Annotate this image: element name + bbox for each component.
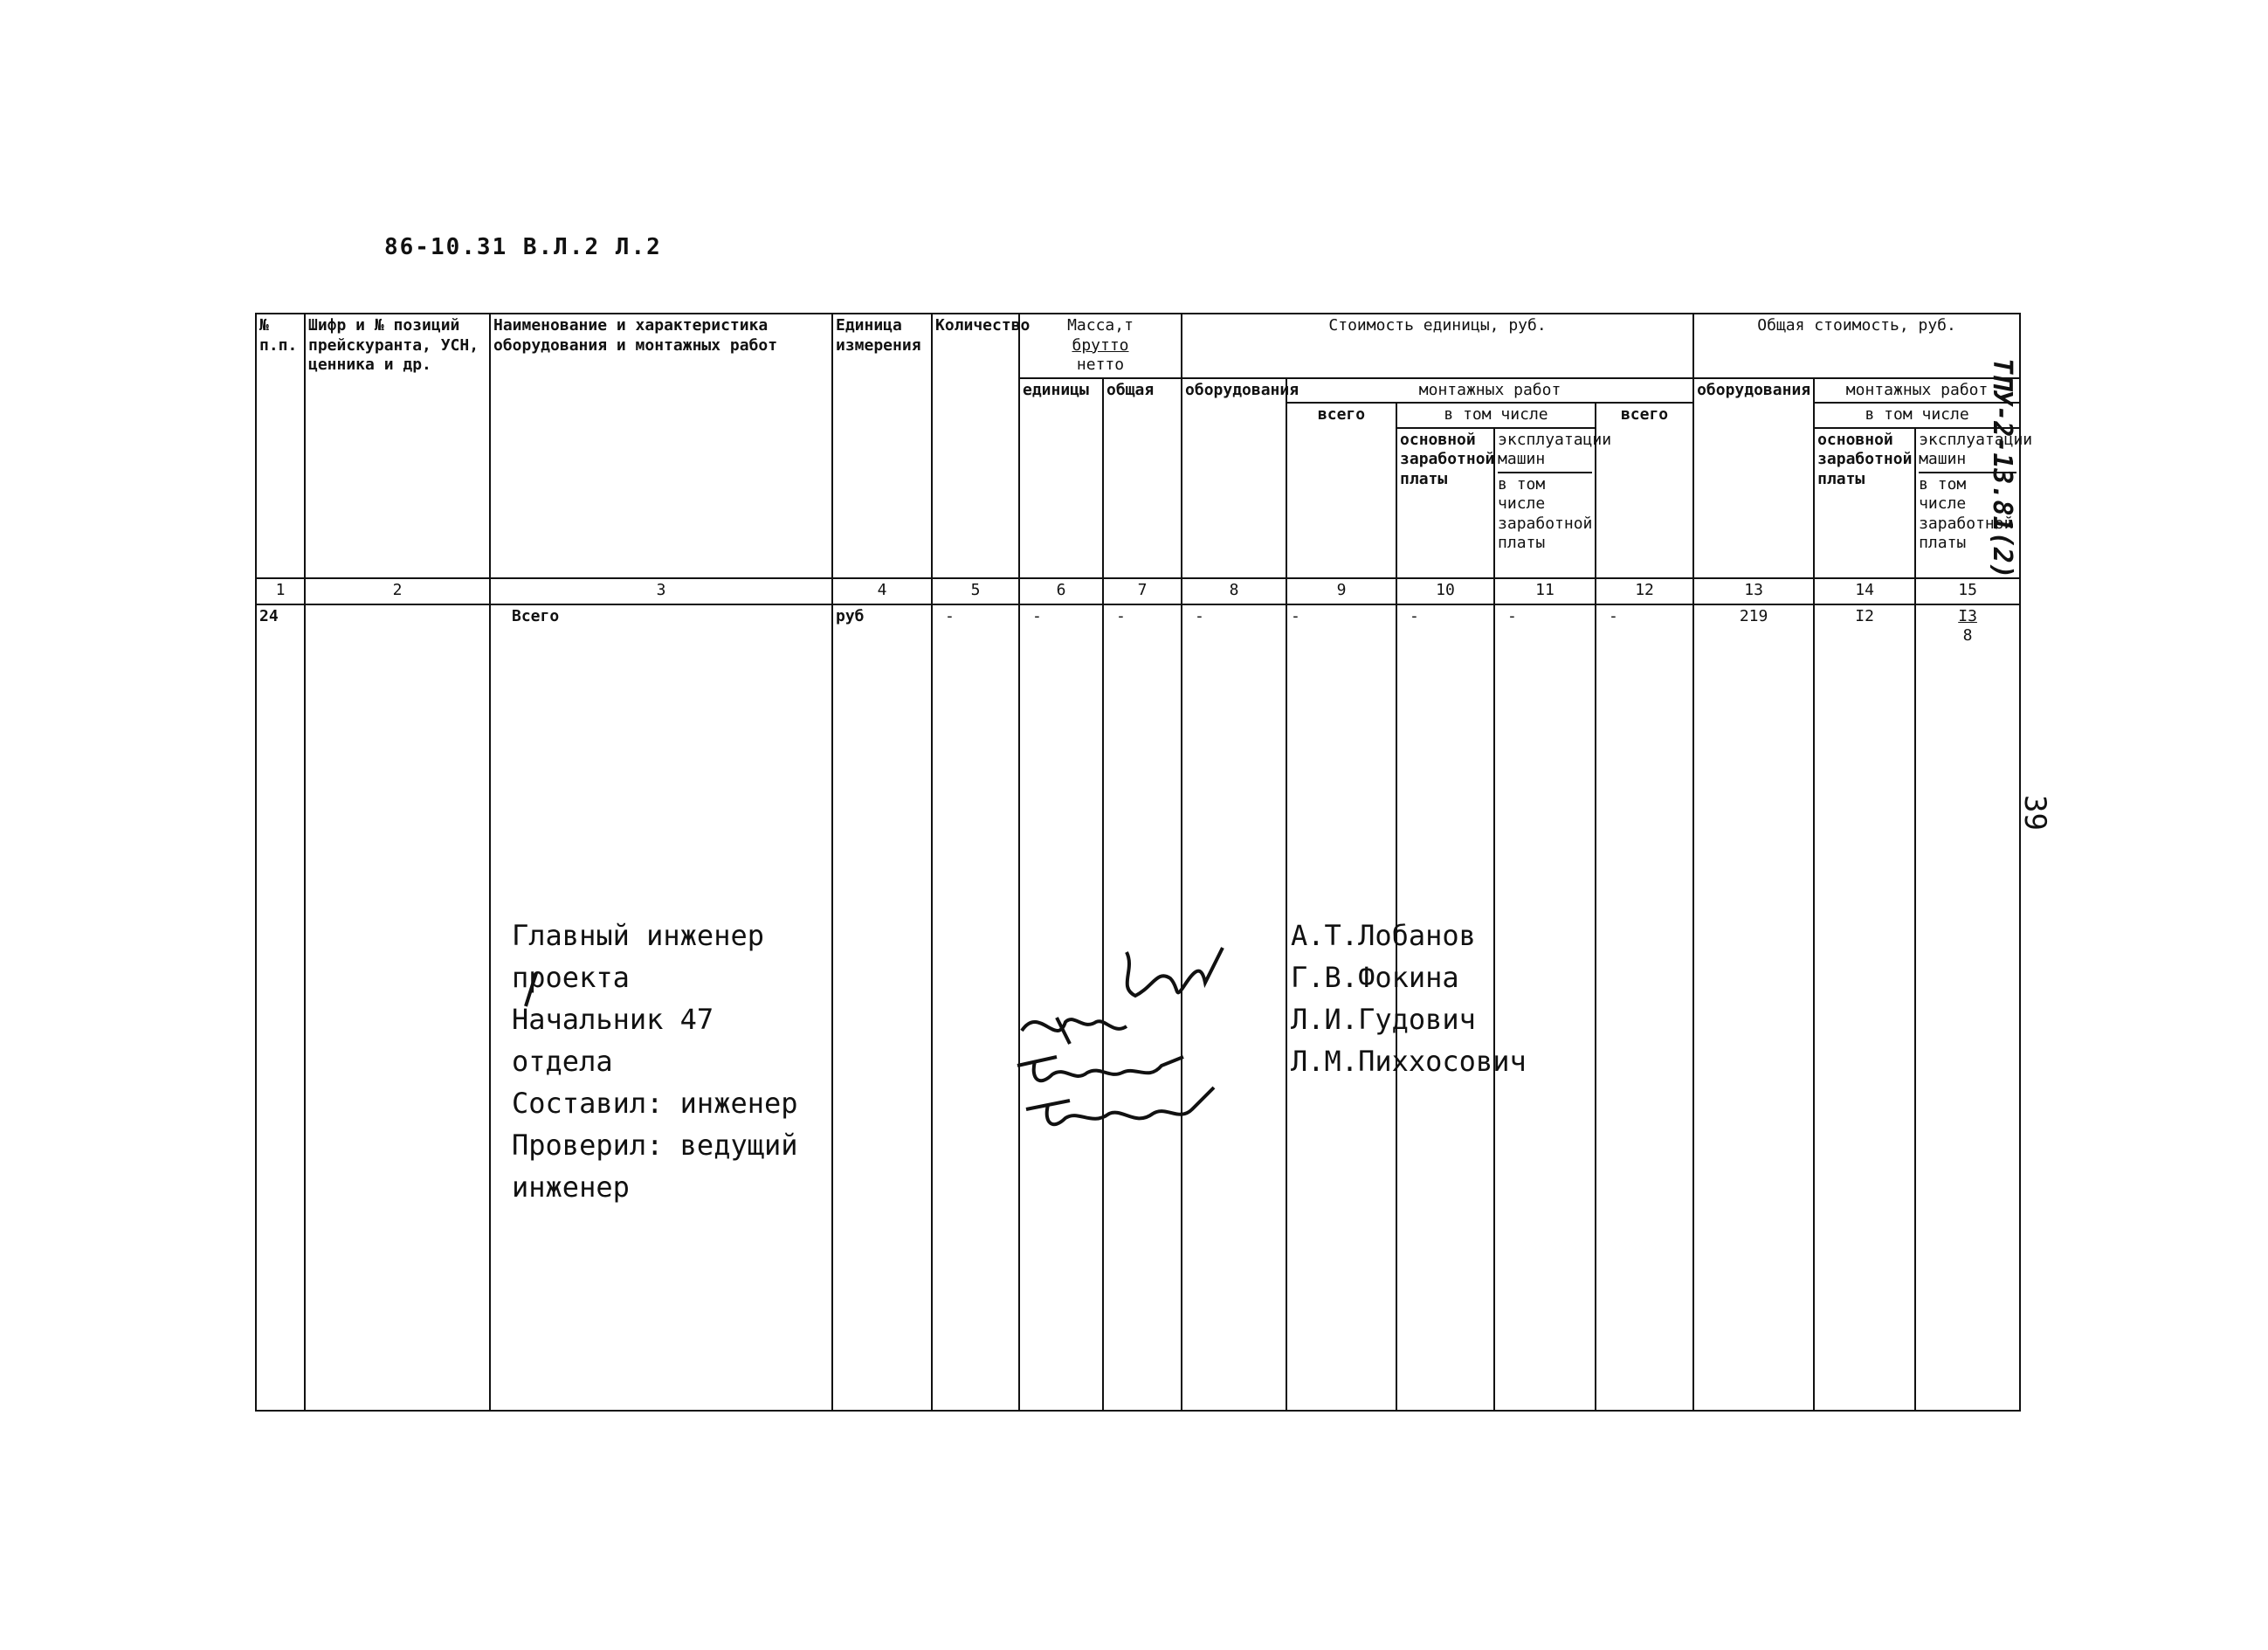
col-number: 9 xyxy=(1286,578,1396,604)
row-machines-total-bottom: 8 xyxy=(1962,626,1973,645)
col-number: 12 xyxy=(1596,578,1693,604)
col-header-total-all: всего xyxy=(1596,403,1693,578)
row-machines-total-top: I3 xyxy=(1958,606,1977,625)
col-number: 8 xyxy=(1182,578,1286,604)
row-machines: - xyxy=(1494,604,1596,1412)
signature-department-head xyxy=(1022,1018,1127,1044)
row-base-salary: - xyxy=(1396,604,1494,1412)
col-number: 6 xyxy=(1019,578,1103,604)
signature-compiled-by xyxy=(1017,1057,1183,1080)
col-header-base-salary-total: основной заработной платы xyxy=(1814,428,1915,578)
col-number: 11 xyxy=(1494,578,1596,604)
row-name: Всего xyxy=(512,606,560,625)
role-checked-by: Проверил: ведущий инженер xyxy=(512,1129,798,1204)
col-header-quantity: Количество xyxy=(932,314,1019,578)
row-mount-all-cell xyxy=(1286,604,1527,1412)
row-num: 24 xyxy=(256,604,305,1412)
col-header-mass xyxy=(1019,314,1182,378)
col-number: 7 xyxy=(1103,578,1182,604)
col-number: 3 xyxy=(490,578,832,604)
signature-chief-engineer xyxy=(1127,948,1223,996)
machines-label: эксплуатации машин xyxy=(1498,430,1612,468)
col-header-name: Наименование и характеристика оборудования и монтажных работ xyxy=(490,314,832,578)
col-header-mount-work-total: монтажных работ xyxy=(1814,378,2020,404)
estimate-table xyxy=(255,313,2033,1412)
name-checked-by: Л.М.Пиххосович xyxy=(1291,1045,1527,1078)
column-numbers-row xyxy=(256,578,2020,604)
machines-salary-label: в том числе заработной платы xyxy=(1498,474,1593,552)
col-header-mass-total: общая xyxy=(1103,378,1182,578)
col-header-unit: Единица измерения xyxy=(832,314,932,578)
col-header-base-salary: основной заработной платы xyxy=(1396,428,1494,578)
col-header-mass-unit: единицы xyxy=(1019,378,1103,578)
row-equipment: - xyxy=(1182,604,1286,1412)
col-header-machines xyxy=(1494,428,1612,578)
side-document-code: ТПУ-2-13.81(2) xyxy=(1987,358,2017,579)
row-mass-total: - xyxy=(1103,604,1182,1412)
row-mount-all: - xyxy=(1291,606,1300,625)
col-header-equipment: оборудования xyxy=(1182,378,1286,578)
row-code xyxy=(305,604,490,1412)
row-quantity: - xyxy=(932,604,1019,1412)
handwritten-signatures xyxy=(1004,935,1284,1144)
row-mass-unit: - xyxy=(1019,604,1103,1412)
mass-label: Масса,т xyxy=(1067,316,1134,335)
name-compiled-by: Л.И.Гудович xyxy=(1291,1003,1476,1036)
col-header-code: Шифр и № позиций прейскуранта, УСН, ценника и др. xyxy=(305,314,490,578)
row-equipment-total: - xyxy=(1596,604,1693,1412)
col-header-total-cost: Общая стоимость, руб. xyxy=(1693,314,2020,378)
name-chief-engineer: А.Т.Лобанов xyxy=(1291,919,1476,952)
name-department-head: Г.В.Фокина xyxy=(1291,961,1459,994)
signature-names xyxy=(1291,915,1527,1082)
machines-total-salary-label: в том числе заработной платы xyxy=(1919,474,2014,552)
col-header-including: в том числе xyxy=(1396,403,1596,428)
row-total-all: 219 xyxy=(1693,604,1814,1412)
machines-total-label: эксплуатации машин xyxy=(1919,430,2033,468)
col-number: 4 xyxy=(832,578,932,604)
col-number: 1 xyxy=(256,578,305,604)
row-unit: руб xyxy=(832,604,932,1412)
col-header-equipment-total: оборудования xyxy=(1693,378,1814,578)
role-compiled-by: Составил: инженер xyxy=(512,1087,798,1120)
row-machines-total xyxy=(1915,604,2020,1412)
mass-brutto: брутто xyxy=(1072,335,1129,355)
col-header-mount-work: монтажных работ xyxy=(1286,378,1693,404)
col-header-mount-all: всего xyxy=(1286,403,1396,578)
col-number: 15 xyxy=(1915,578,2020,604)
page-number: 39 xyxy=(2017,795,2052,831)
signature-checked-by xyxy=(1026,1087,1214,1124)
role-department-head: Начальник 47 отдела xyxy=(512,1003,714,1078)
col-number: 5 xyxy=(932,578,1019,604)
signature-roles xyxy=(512,915,829,1208)
document-code: 86-10.31 В.Л.2 Л.2 xyxy=(384,234,662,260)
col-number: 10 xyxy=(1396,578,1494,604)
col-header-including-total: в том числе xyxy=(1814,403,2020,428)
check-mark xyxy=(520,971,541,1010)
row-base-salary-total: I2 xyxy=(1814,604,1915,1412)
role-chief-engineer: Главный инженер проекта xyxy=(512,919,764,994)
mass-netto: нетто xyxy=(1076,356,1125,374)
col-number: 13 xyxy=(1693,578,1814,604)
col-number: 14 xyxy=(1814,578,1915,604)
col-number: 2 xyxy=(305,578,490,604)
col-header-unit-cost: Стоимость единицы, руб. xyxy=(1182,314,1693,378)
col-header-num: № п.п. xyxy=(256,314,305,578)
